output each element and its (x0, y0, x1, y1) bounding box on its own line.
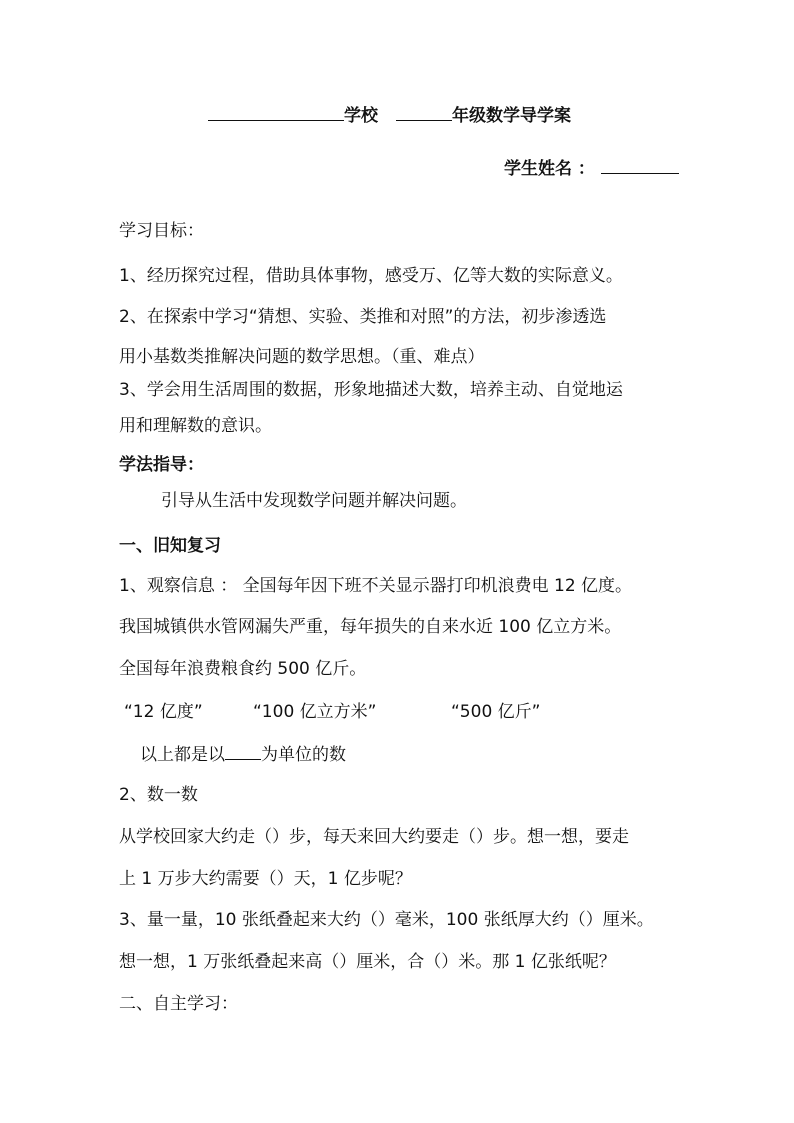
info-line: 我国城镇供水管网漏失严重，每年损失的自来水近 100 亿立方米。 (119, 617, 622, 637)
student-name-blank[interactable] (601, 155, 679, 174)
item2-heading: 2、数一数 (119, 785, 198, 805)
info-line: 1、观察信息 ： 全国每年因下班不关显示器打印机浪费电 12 亿度。 (119, 576, 633, 596)
grade-title: 年级数学导学案 (452, 106, 571, 126)
goal-line: 2、在探索中学习“猜想、实验、类推和对照”的方法，初步渗透选 (119, 307, 607, 327)
goal-line: 1、经历探究过程，借助具体事物，感受万、亿等大数的实际意义。 (119, 266, 623, 286)
goal-line: 用小基数类推解决问题的数学思想。（重、难点） (119, 347, 485, 367)
item3-line: 想一想，1 万张纸叠起来高（）厘米，合（）米。那 1 亿张纸呢？ (119, 952, 616, 972)
method-heading: 学法指导： (119, 455, 204, 475)
unit-suffix: 为单位的数 (261, 745, 346, 765)
item3-line: 3、量一量，10 张纸叠起来大约（）毫米，100 张纸厚大约（）厘米。 (119, 910, 654, 930)
goal-line: 3、学会用生活周围的数据，形象地描述大数，培养主动、自觉地运 (119, 380, 623, 400)
grade-blank[interactable] (396, 102, 452, 121)
student-name-label: 学生姓名 ： (504, 159, 595, 179)
school-label: 学校 (344, 106, 378, 126)
school-blank[interactable] (208, 102, 344, 121)
quote-3: “500 亿斤” (451, 702, 541, 722)
method-text: 引导从生活中发现数学问题并解决问题。 (161, 491, 467, 511)
goal-line: 用和理解数的意识。 (119, 416, 272, 436)
goals-heading: 学习目标： (119, 221, 204, 241)
section1-heading: 一、旧知复习 (119, 536, 221, 556)
document-title (208, 102, 571, 128)
student-name-row (504, 155, 679, 181)
info-line: 全国每年浪费粮食约 500 亿斤。 (119, 659, 367, 679)
item2-line: 从学校回家大约走（）步，每天来回大约要走（）步。想一想，要走 (119, 827, 629, 847)
unit-blank[interactable] (225, 741, 261, 760)
unit-question (140, 741, 346, 767)
quote-2: “100 亿立方米” (253, 702, 377, 722)
section2-heading: 二、自主学习： (119, 994, 238, 1014)
item2-line: 上 1 万步大约需要（）天，1 亿步呢？ (119, 869, 412, 889)
unit-prefix: 以上都是以 (140, 745, 225, 765)
quote-1: “12 亿度” (124, 702, 203, 722)
